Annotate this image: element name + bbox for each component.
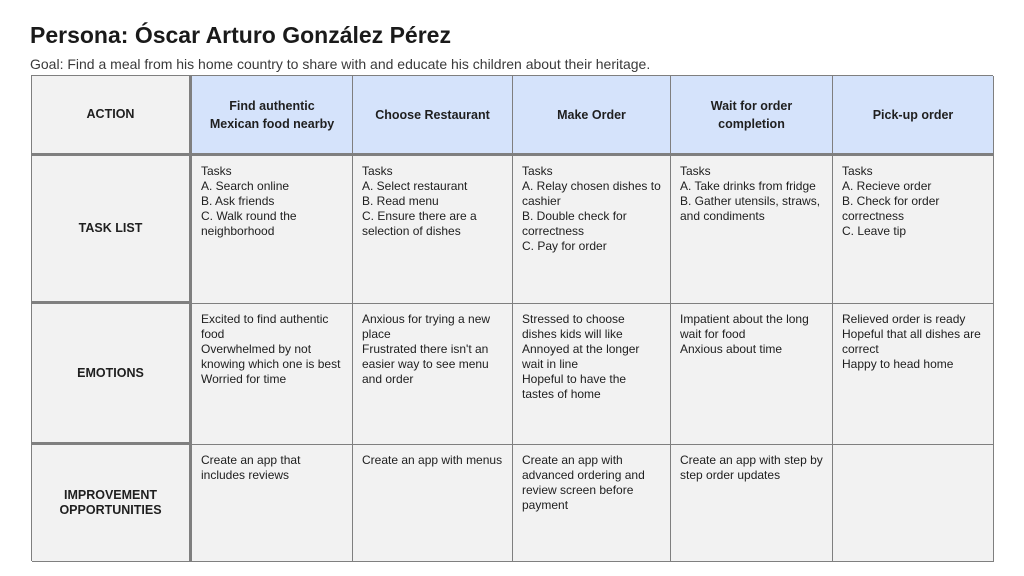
task-items: A. Search online B. Ask friends C. Walk round the neighborhood (201, 179, 297, 238)
task-heading: Tasks (362, 164, 393, 178)
task-heading: Tasks (680, 164, 711, 178)
row-header-action: ACTION (32, 76, 192, 156)
emotion-cell (192, 304, 353, 445)
opportunity-cell: Create an app with step by step order updates (671, 445, 833, 562)
emotion-text: Hopeful to have the tastes of home (522, 372, 627, 401)
stage-header: Make Order (513, 76, 671, 156)
emotion-text: Annoyed at the longer wait in line (522, 342, 640, 371)
task-heading: Tasks (842, 164, 873, 178)
stage-header: Pick-up order (833, 76, 994, 156)
emotion-text: Anxious about time (680, 342, 783, 356)
task-cell (192, 156, 353, 304)
emotion-text: Frustrated there isn't an easier way to see menu and order (362, 342, 489, 386)
journey-map-table (31, 75, 993, 561)
opportunity-cell (833, 445, 994, 562)
emotion-cell (671, 304, 833, 445)
emotion-text: Worried for time (201, 372, 287, 386)
emotion-text: Excited to find authentic food (201, 312, 329, 341)
page-title: Persona: Óscar Arturo González Pérez (30, 22, 451, 48)
emotion-cell (353, 304, 513, 445)
emotion-cell (513, 304, 671, 445)
stage-header: Choose Restaurant (353, 76, 513, 156)
task-heading: Tasks (522, 164, 553, 178)
persona-goal: Goal: Find a meal from his home country to share with and educate his children about their heritage. (30, 56, 651, 72)
opportunity-cell: Create an app with advanced ordering and review screen before payment (513, 445, 671, 562)
task-cell (513, 156, 671, 304)
task-items: A. Recieve order B. Check for order correctness C. Leave tip (842, 179, 940, 238)
task-items: A. Take drinks from fridge B. Gather utensils, straws, and condiments (680, 179, 821, 223)
task-cell (671, 156, 833, 304)
task-items: A. Relay chosen dishes to cashier B. Double check for correctness C. Pay for order (522, 179, 661, 253)
emotion-cell (833, 304, 994, 445)
task-heading: Tasks (201, 164, 232, 178)
row-header-task-list: TASK LIST (32, 156, 192, 304)
task-cell (833, 156, 994, 304)
stage-header: Find authentic Mexican food nearby (192, 76, 353, 156)
emotion-text: Relieved order is ready (842, 312, 966, 326)
row-header-emotions: EMOTIONS (32, 304, 192, 445)
opportunity-cell: Create an app that includes reviews (192, 445, 353, 562)
emotion-text: Overwhelmed by not knowing which one is best (201, 342, 341, 371)
stage-header: Wait for order completion (671, 76, 833, 156)
emotion-text: Hopeful that all dishes are correct (842, 327, 981, 356)
opportunity-cell: Create an app with menus (353, 445, 513, 562)
emotion-text: Stressed to choose dishes kids will like (522, 312, 625, 341)
task-items: A. Select restaurant B. Read menu C. Ensure there are a selection of dishes (362, 179, 477, 238)
emotion-text: Impatient about the long wait for food (680, 312, 809, 341)
task-cell (353, 156, 513, 304)
row-header-improvement-opportunities: IMPROVEMENT OPPORTUNITIES (32, 445, 192, 562)
emotion-text: Anxious for trying a new place (362, 312, 491, 341)
emotion-text: Happy to head home (842, 357, 954, 371)
